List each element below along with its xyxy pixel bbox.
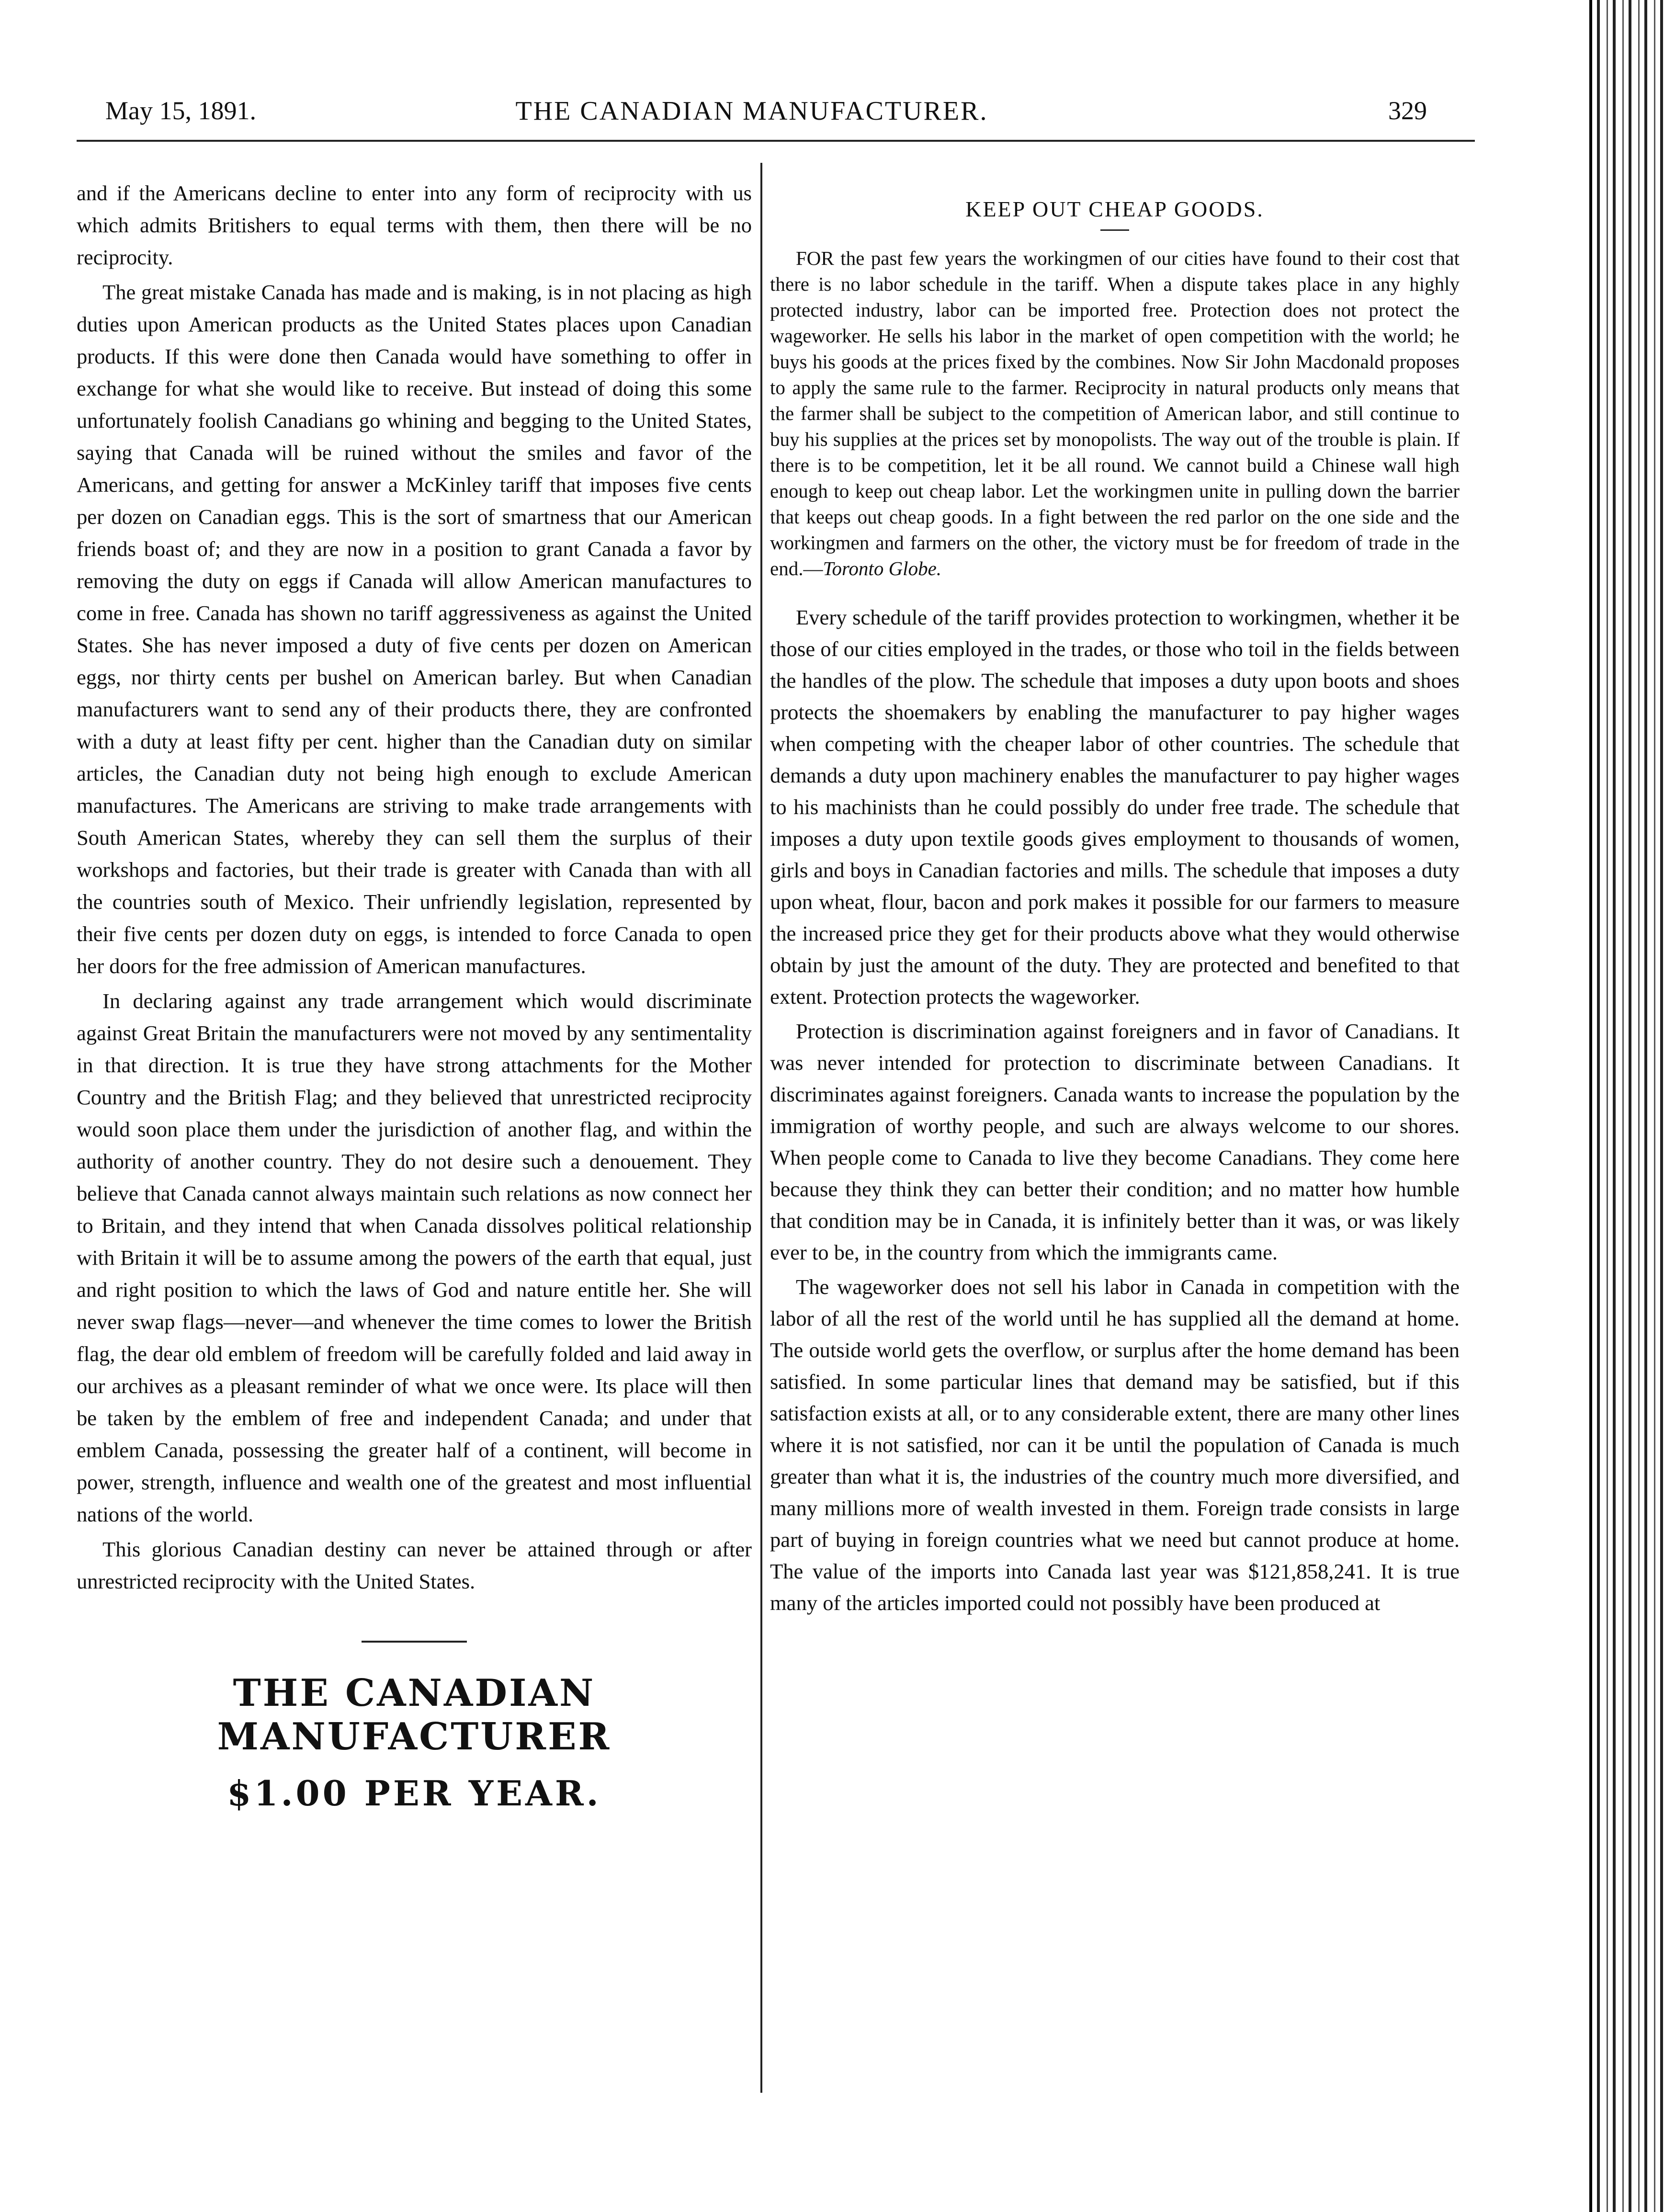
quoted-article-title: KEEP OUT CHEAP GOODS.	[965, 197, 1264, 221]
page-binding-edge	[1589, 0, 1664, 2212]
left-paragraph: This glorious Canadian destiny can never be attained through or after unrestricted reciprocity with the United States.	[77, 1537, 752, 1593]
left-column	[77, 177, 752, 1814]
right-paragraph: Protection is discrimination against foreigners and in favor of Canadians. It was never intended for protection to discriminate between Canadians. It discriminates against foreigners. Canada wants to increase the population by the immigration of worthy people, and such are always welcome to our shores. When people come to Canada to live they become Canadians. They come here because they think they can better their condition; and no matter how humble that condition may be in Canada, it is infinitely better than it was, or was likely ever to be, in the country from which the immigrants came.	[770, 1019, 1460, 1264]
left-paragraph: and if the Americans decline to enter into any form of reciprocity with us which admits Britishers to equal terms with them, then there will be no reciprocity.	[77, 181, 752, 269]
right-paragraph: Every schedule of the tariff provides protection to workingmen, whether it be those of our cities employed in the trades, or those who toil in the fields between the handles of the plow. The schedule that imposes a duty upon boots and shoes protects the shoemakers by enabling the manufacturer to pay higher wages when competing with the cheaper labor of other countries. The schedule that demands a duty upon machinery enables the manufacturer to pay higher wages to his machinists than he could possibly do under free trade. The schedule that imposes a duty upon textile goods gives employment to thousands of women, girls and boys in Canadian factories and mills. The schedule that imposes a duty upon wheat, flour, bacon and pork makes it possible for our farmers to measure the increased price they get for their products above what they would otherwise obtain by just the amount of the duty. They are protected and benefited to that extent. Protection protects the wageworker.	[770, 605, 1460, 1009]
section-spacer	[770, 584, 1460, 601]
right-column	[770, 177, 1460, 1622]
header-title: THE CANADIAN MANUFACTURER.	[515, 96, 988, 126]
subscription-promo-title: THE CANADIAN MANUFACTURER	[217, 1671, 611, 1758]
quoted-article-text	[770, 245, 1460, 581]
quote-body: FOR the past few years the workingmen of our cities have found to their cost that there is no labor schedule in the tariff. When a dispute takes place in any highly protected industry, labor can be imported free. Protection does not protect the wageworker. He sells his labor in the market of open competition with the world; he buys his goods at the prices fixed by the combines. Now Sir John Macdonald proposes to apply the same rule to the farmer. Reciprocity in natural products only means that the farmer shall be subject to the competition of American labor, and still continue to buy his supplies at the prices set by monopolists. The way out of the trouble is plain. If there is to be competition, let it be all round. We cannot build a Chinese wall high enough to keep out cheap labor. Let the workingmen unite in pulling down the barrier that keeps out cheap goods. In a fight between the red parlor on the one side and the workingmen and farmers on the other, the victory must be for freedom of trade in the end.—	[770, 247, 1460, 579]
title-dash	[1100, 229, 1129, 231]
column-divider	[760, 163, 762, 2093]
subscription-promo-price: $1.00 PER YEAR.	[227, 1773, 601, 1814]
quoted-article	[770, 245, 1460, 581]
header-date: May 15, 1891.	[105, 96, 256, 125]
promo-divider	[362, 1641, 467, 1643]
header-page-number: 329	[1388, 96, 1427, 125]
right-paragraph: The wageworker does not sell his labor in Canada in competition with the labor of all the rest of the world until he has supplied all the demand at home. The outside world gets the overflow, or surplus after the home demand has been satisfied. In some particular lines that demand may be satisfied, but if this satisfaction exists at all, or to any considerable extent, there are many other lines where it is not satisfied, nor can it be until the population of Canada is much greater than what it is, the industries of the country much more diversified, and many millions more of wealth invested in them. Foreign trade consists in large part of buying in foreign countries what we need but cannot produce at home. The value of the imports into Canada last year was $121,858,241. It is true many of the articles imported could not possibly have been produced at	[770, 1275, 1460, 1615]
left-paragraph: In declaring against any trade arrangement which would discriminate against Great Britain the manufacturers were not moved by any sentimentality in that direction. It is true they have strong attachments for the Mother Country and the British Flag; and they believed that unrestricted reciprocity would soon place them under the jurisdiction of another flag, and within the authority of another country. They do not desire such a denouement. They believe that Canada cannot always maintain such relations as now connect her to Britain, and they intend that when Canada dissolves political relationship with Britain it will be to assume among the powers of the earth that equal, just and right position to which the laws of God and nature entitle her. She will never swap flags—never—and whenever the time comes to lower the British flag, the dear old emblem of freedom will be carefully folded and laid away in our archives as a pleasant reminder of what we once were. Its place will then be taken by the emblem of free and independent Canada; and under that emblem Canada, possessing the greater half of a continent, will become in power, strength, influence and wealth one of the greatest and most influential nations of the world.	[77, 989, 752, 1526]
left-paragraph: The great mistake Canada has made and is making, is in not placing as high duties upon American products as the United States places upon Canadian products. If this were done then Canada would have something to offer in exchange for what she would like to receive. But instead of doing this some unfortunately foolish Canadians go whining and begging to the United States, saying that Canada will be ruined without the smiles and favor of the Americans, and getting for answer a McKinley tariff that imposes five cents per dozen on Canadian eggs. This is the sort of smartness that our American friends boast of; and they are now in a position to grant Canada a favor by removing the duty on eggs if Canada will allow American manufactures to come in free. Canada has shown no tariff aggressiveness as against the United States. She has never imposed a duty of five cents per dozen on American eggs, nor thirty cents per bushel on American barley. But when Canadian manufacturers want to send any of their products there, they are confronted with a duty at least fifty per cent. higher than the Canadian duty on similar articles, the Canadian duty not being high enough to exclude American manufactures. The Americans are striving to make trade arrangements with South American States, whereby they can sell them the surplus of their workshops and factories, but their trade is greater with Canada than with all the countries south of Mexico. Their unfriendly legislation, represented by their five cents per dozen duty on eggs, is intended to force Canada to open her doors for the free admission of American manufactures.	[77, 280, 752, 978]
header-rule	[77, 140, 1475, 142]
quote-source: Toronto Globe.	[823, 557, 942, 579]
